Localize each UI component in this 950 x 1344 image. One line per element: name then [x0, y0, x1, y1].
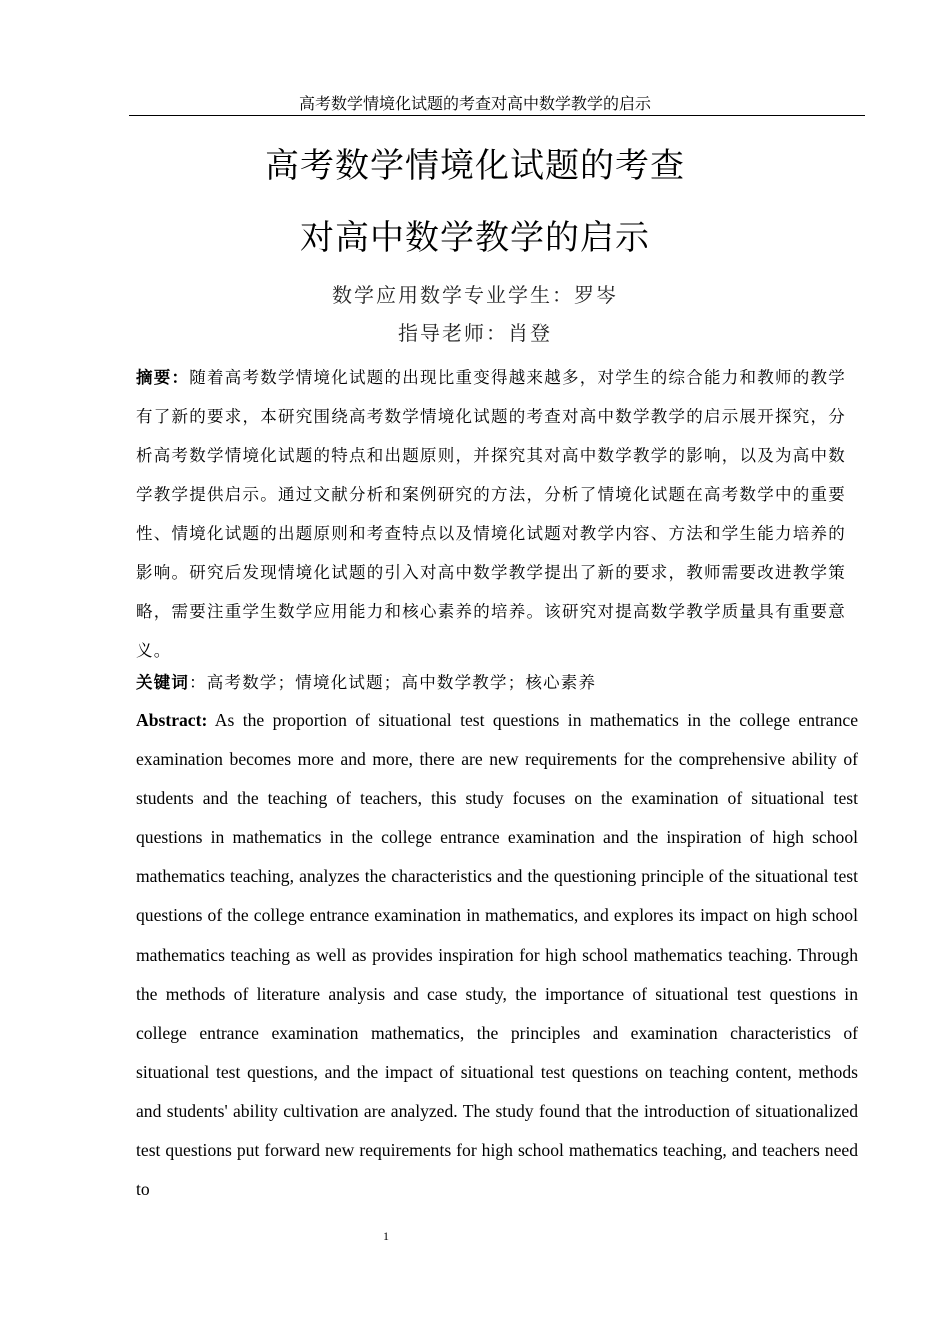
- chinese-keywords-text: ：高考数学；情境化试题；高中数学教学；核心素养: [189, 673, 597, 692]
- chinese-keywords-label: 关键词: [136, 673, 190, 692]
- student-author: 数学应用数学专业学生：罗岑: [332, 283, 618, 307]
- english-abstract: [136, 701, 858, 1209]
- advisor-name: 指导老师：肖登: [398, 321, 552, 345]
- english-abstract-label: Abstract:: [136, 710, 208, 730]
- chinese-abstract: [136, 358, 846, 670]
- english-abstract-text: As the proportion of situational test questions in mathematics in the college entrance examination becomes more and more, there are new requirements for the comprehensive ability of students and the teaching of teachers, this study focuses on the examination of situational test questions in mathematics in the college entrance examination and the inspiration of high school mathematics teaching, analyzes the characteristics and the questioning principle of the situational test questions of the college entrance examination in mathematics, and explores its impact on high school mathematics teaching as well as provides inspiration for high school mathematics teaching. Through the methods of literature analysis and case study, the importance of situational test questions in college entrance examination mathematics, the principles and examination characteristics of situational test questions, and the impact of situational test questions on teaching content, methods and students' ability cultivation are analyzed. The study found that the introduction of situationalized test questions put forward new requirements for high school mathematics teaching, and teachers need to: [136, 710, 858, 1200]
- chinese-abstract-label: 摘要：: [136, 368, 190, 387]
- chinese-keywords: [136, 667, 846, 699]
- chinese-abstract-text: 随着高考数学情境化试题的出现比重变得越来越多，对学生的综合能力和教师的教学有了新的要求，本研究围绕高考数学情境化试题的考查对高中数学教学的启示展开探究，分析高考数学情境化试题的特点和出题原则，并探究其对高中数学教学的影响，以及为高中数学教学提供启示。通过文献分析和案例研究的方法，分析了情境化试题在高考数学中的重要性、情境化试题的出题原则和考查特点以及情境化试题对教学内容、方法和学生能力培养的影响。研究后发现情境化试题的引入对高中数学教学提出了新的要求，教师需要改进教学策略，需要注重学生数学应用能力和核心素养的培养。该研究对提高数学教学质量具有重要意义。: [136, 368, 846, 660]
- page-number: 1: [383, 1229, 389, 1243]
- paper-title-line-1: 高考数学情境化试题的考查: [265, 146, 685, 186]
- running-header: 高考数学情境化试题的考查对高中数学教学的启示: [298, 94, 651, 113]
- paper-title-line-2: 对高中数学教学的启示: [300, 218, 650, 258]
- header-divider: [129, 115, 865, 116]
